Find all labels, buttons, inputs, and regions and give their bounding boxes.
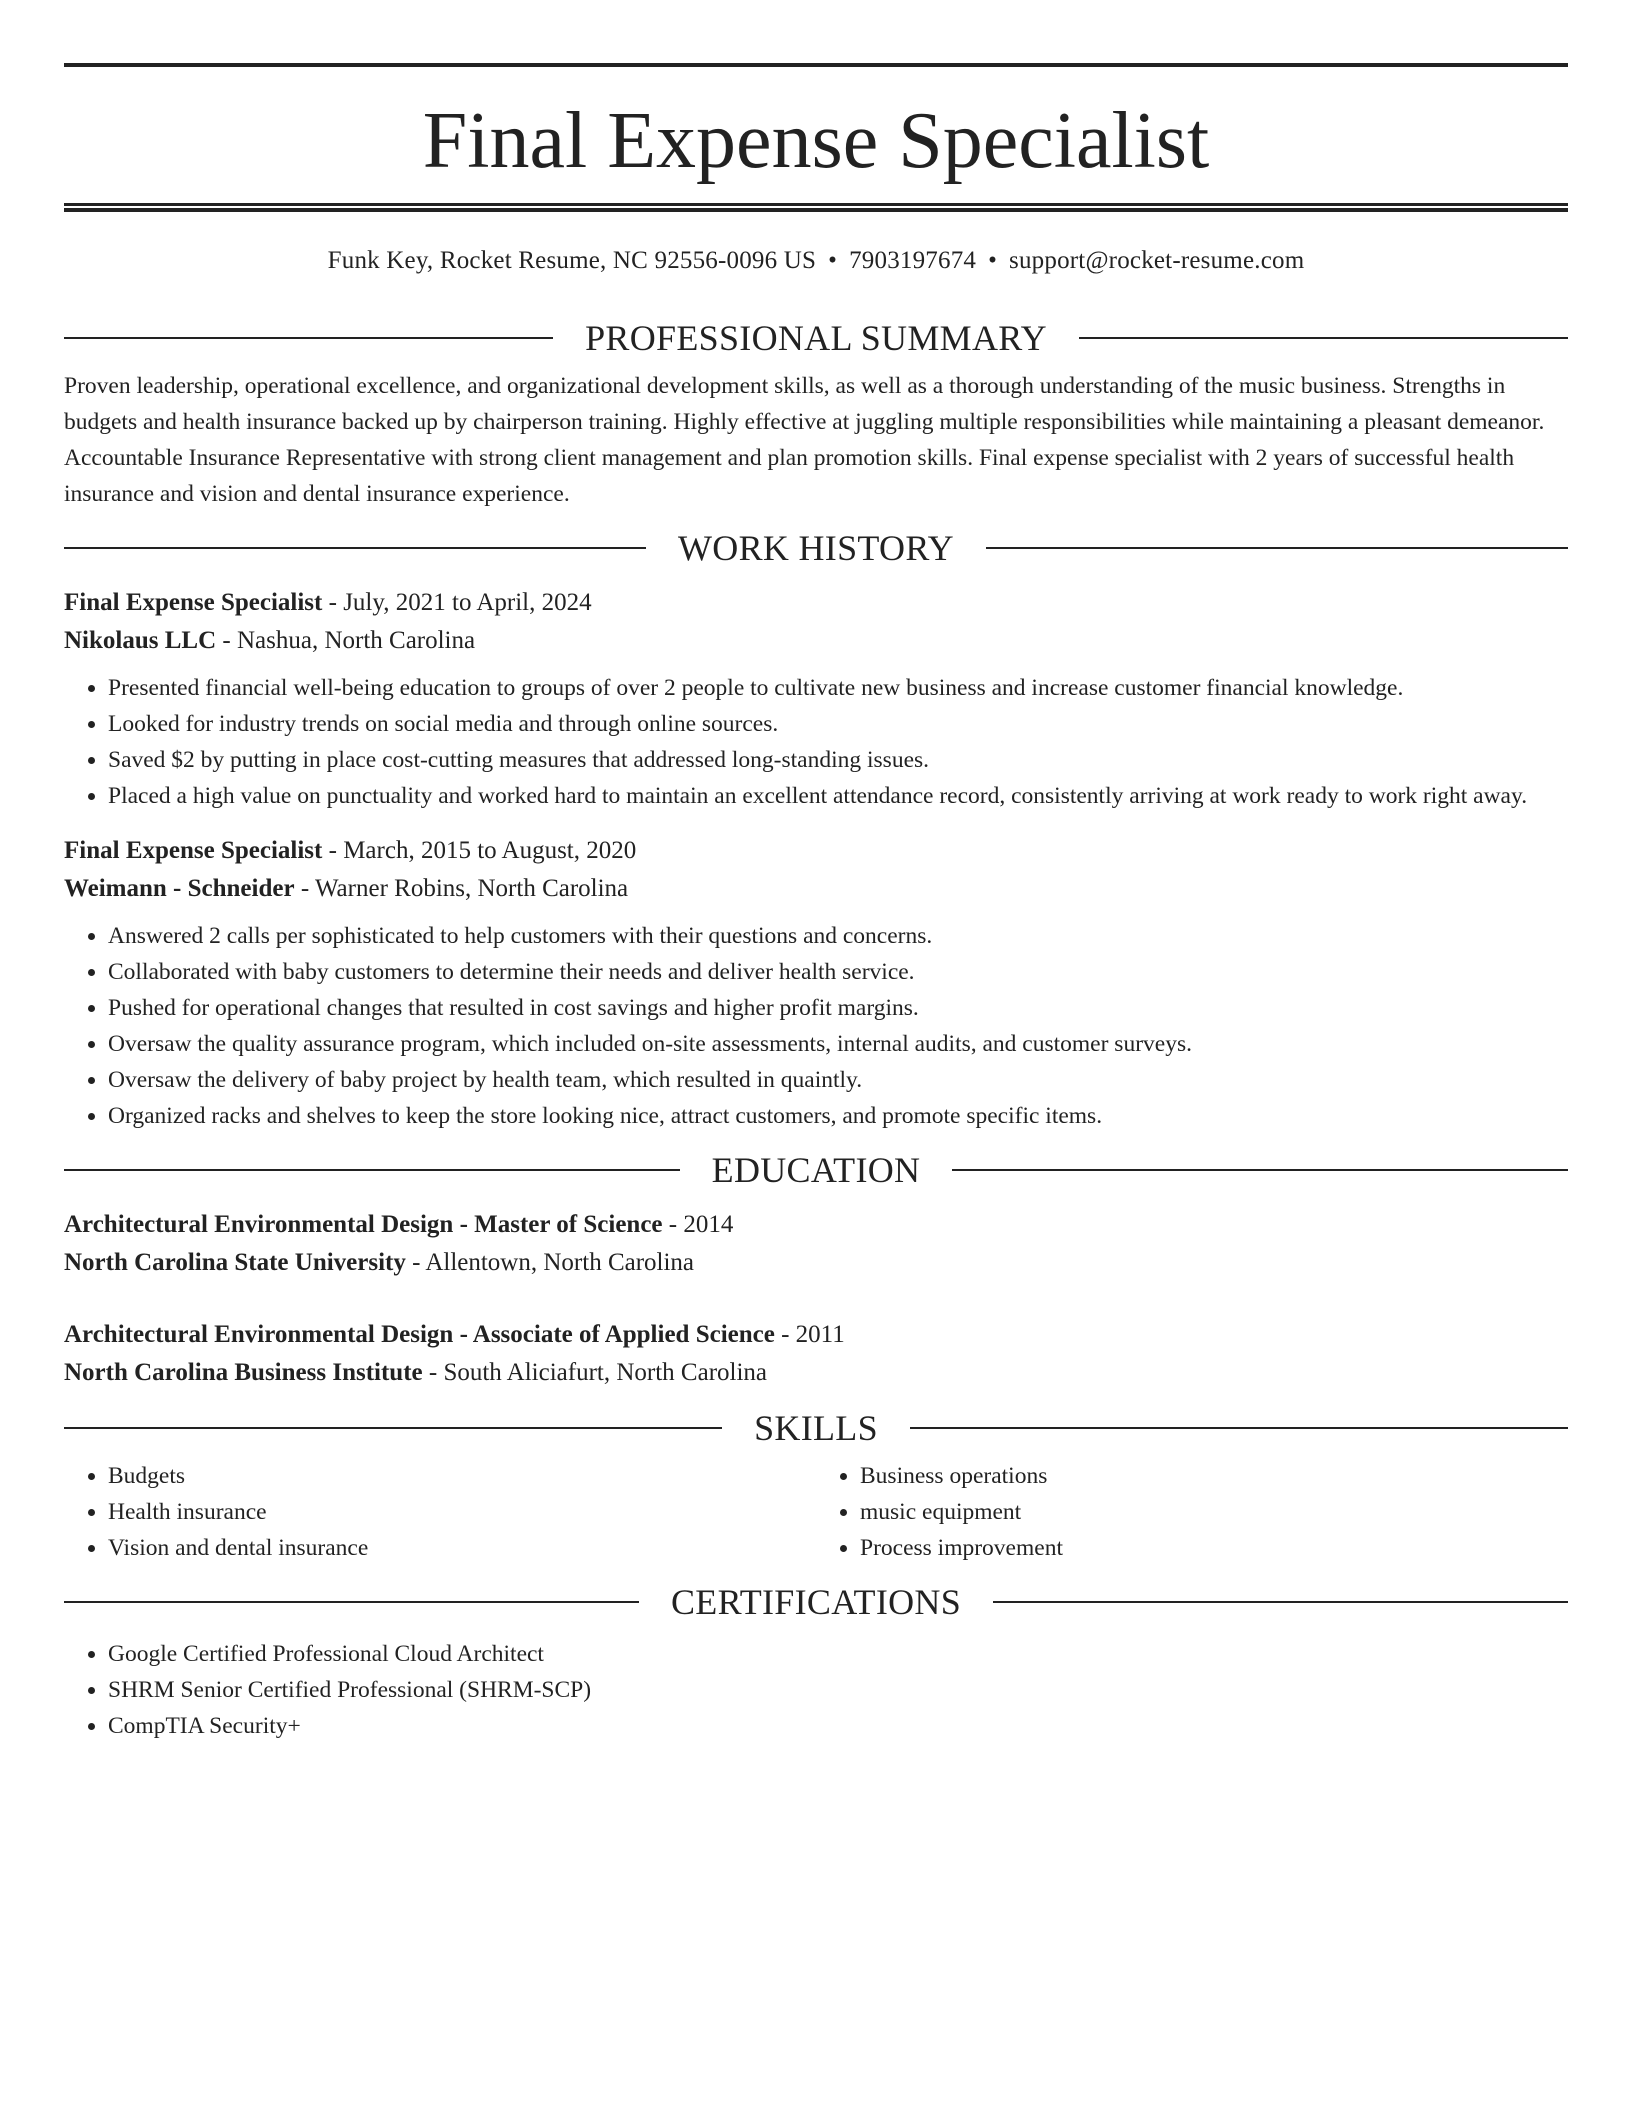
certification-item: • CompTIA Security+: [108, 1708, 1568, 1744]
education-entry: [64, 1206, 1568, 1282]
section-rule: [64, 547, 646, 549]
skill-item: • Business operations: [860, 1458, 1568, 1494]
job-title: Final Expense Specialist: [64, 589, 323, 616]
contact-email[interactable]: support@rocket-resume.com: [1009, 247, 1305, 274]
section-rule: [64, 337, 553, 339]
job-dates: - March, 2015 to August, 2020: [322, 837, 637, 864]
education-school: North Carolina Business Institute: [64, 1359, 423, 1386]
job-bullet: • Oversaw the quality assurance program, which included on-site assessments, internal audits, and customer surveys.: [108, 1026, 1568, 1062]
contact-phone[interactable]: 7903197674: [849, 247, 977, 274]
job-company: Nikolaus LLC: [64, 627, 217, 654]
resume-page: [64, 63, 1568, 1744]
skill-item: • Budgets: [108, 1458, 816, 1494]
section-rule: [952, 1169, 1568, 1171]
contact-separator: •: [988, 247, 998, 274]
section-rule: [1079, 337, 1568, 339]
certification-item: • SHRM Senior Certified Professional (SHRM-SCP): [108, 1672, 1568, 1708]
section-header-work: [64, 526, 1568, 570]
certification-item: • Google Certified Professional Cloud Architect: [108, 1636, 1568, 1672]
skill-item: • Vision and dental insurance: [108, 1530, 816, 1566]
education-year: - 2011: [774, 1321, 845, 1348]
skills-list: [64, 1458, 1568, 1566]
job-title-line: [64, 832, 1568, 870]
job-bullet: • Oversaw the delivery of baby project by health team, which resulted in quaintly.: [108, 1062, 1568, 1098]
certifications-list: [64, 1636, 1568, 1744]
section-title: CERTIFICATIONS: [670, 1582, 962, 1622]
job-bullet: • Placed a high value on punctuality and worked hard to maintain an excellent attendance record, consistently arriving at work ready to work right away.: [108, 778, 1568, 814]
job-bullet: • Saved $2 by putting in place cost-cutting measures that addressed long-standing issues.: [108, 742, 1568, 778]
skills-column-left: [64, 1458, 816, 1566]
education-entry: [64, 1316, 1568, 1392]
header-top-rule: [64, 63, 1568, 67]
section-title: PROFESSIONAL SUMMARY: [585, 318, 1047, 358]
section-title: SKILLS: [754, 1408, 878, 1448]
job-bullet: • Organized racks and shelves to keep the store looking nice, attract customers, and promote specific items.: [108, 1098, 1568, 1134]
education-year: - 2014: [662, 1211, 734, 1238]
job-company-line: [64, 870, 1568, 908]
job-bullet: • Collaborated with baby customers to determine their needs and deliver health service.: [108, 954, 1568, 990]
education-school-line: [64, 1354, 1568, 1392]
job-bullets: [64, 670, 1568, 814]
education-degree-line: [64, 1206, 1568, 1244]
section-rule: [910, 1427, 1568, 1429]
education-location: - South Aliciafurt, North Carolina: [422, 1359, 768, 1386]
skill-item: • music equipment: [860, 1494, 1568, 1530]
skills-column-right: [816, 1458, 1568, 1566]
section-header-education: [64, 1148, 1568, 1192]
education-school: North Carolina State University: [64, 1249, 406, 1276]
section-rule: [64, 1169, 680, 1171]
job-company-line: [64, 622, 1568, 660]
job-bullet: • Pushed for operational changes that resulted in cost savings and higher profit margins.: [108, 990, 1568, 1026]
job-entry: [64, 832, 1568, 1134]
job-location: - Warner Robins, North Carolina: [294, 875, 629, 902]
section-title: WORK HISTORY: [678, 528, 954, 568]
section-rule: [993, 1601, 1568, 1603]
skill-item: • Health insurance: [108, 1494, 816, 1530]
section-header-summary: [64, 316, 1568, 360]
job-title-line: [64, 584, 1568, 622]
job-bullets: [64, 918, 1568, 1134]
job-title: Final Expense Specialist: [64, 837, 323, 864]
contact-separator: •: [828, 247, 838, 274]
section-rule: [64, 1601, 639, 1603]
education-degree: Architectural Environmental Design - Associate of Applied Science: [64, 1321, 775, 1348]
job-company: Weimann - Schneider: [64, 875, 295, 902]
section-rule: [64, 1427, 722, 1429]
job-location: - Nashua, North Carolina: [216, 627, 476, 654]
education-degree: Architectural Environmental Design - Master of Science: [64, 1211, 663, 1238]
job-entry: [64, 584, 1568, 814]
header-double-rule: [64, 203, 1568, 212]
job-dates: - July, 2021 to April, 2024: [322, 589, 592, 616]
contact-address: Funk Key, Rocket Resume, NC 92556-0096 US: [327, 247, 817, 274]
job-bullet: • Answered 2 calls per sophisticated to help customers with their questions and concerns.: [108, 918, 1568, 954]
education-location: - Allentown, North Carolina: [405, 1249, 695, 1276]
education-school-line: [64, 1244, 1568, 1282]
section-title: EDUCATION: [711, 1150, 921, 1190]
contact-line: [64, 246, 1568, 276]
section-rule: [986, 547, 1568, 549]
section-header-certifications: [64, 1580, 1568, 1624]
skill-item: • Process improvement: [860, 1530, 1568, 1566]
education-degree-line: [64, 1316, 1568, 1354]
summary-text: Proven leadership, operational excellence, and organizational development skills, as well as a thorough understanding of the music business. Strengths in budgets and health insurance backed up by chairperson training. Highly effective at juggling multiple responsibilities while maintaining a pleasant demeanor. Accountable Insurance Representative with strong client management and plan promotion skills. Final expense specialist with 2 years of successful health insurance and vision and dental insurance experience.: [64, 373, 1545, 507]
section-header-skills: [64, 1406, 1568, 1450]
job-bullet: • Presented financial well-being education to groups of over 2 people to cultivate new business and increase customer financial knowledge.: [108, 670, 1568, 706]
resume-name: Final Expense Specialist: [422, 97, 1210, 185]
job-bullet: • Looked for industry trends on social media and through online sources.: [108, 706, 1568, 742]
